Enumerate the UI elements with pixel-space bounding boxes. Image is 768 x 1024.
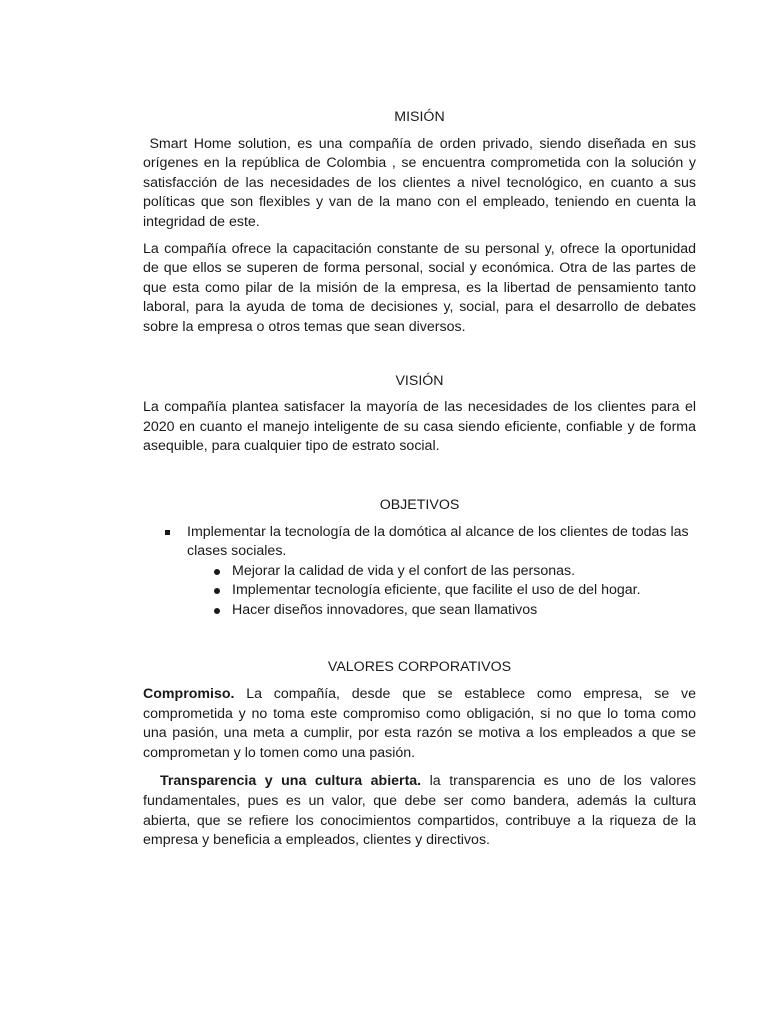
vision-heading: VISIÓN <box>395 372 444 389</box>
valor-term: Compromiso. <box>143 686 235 703</box>
objetivos-heading: OBJETIVOS <box>379 496 460 513</box>
valores-heading: VALORES CORPORATIVOS <box>327 659 512 676</box>
valor-term: Transparencia y una cultura abierta. <box>143 773 422 790</box>
objetivo-main-text: Implementar la tecnología de la domótica al alcance de los clientes de todas las clases sociales. <box>187 523 689 560</box>
document-page <box>143 108 696 851</box>
valor-transparencia-paragraph <box>143 772 696 850</box>
mision-heading: MISIÓN <box>394 109 445 125</box>
vision-paragraph: La compañía plantea satisfacer la mayoría de las necesidades de los clientes para el 2020 en cuanto el manejo inteligente de su casa siendo eficiente, confiable y de forma asequible, para cualquier tipo de estrato social. <box>143 399 696 455</box>
objetivo-sub-item <box>232 581 696 601</box>
objetivos-sublist <box>187 562 696 621</box>
objetivo-sub-item <box>232 562 696 582</box>
objetivo-sub-text: Hacer diseños innovadores, que sean llamativos <box>232 601 538 618</box>
valor-text: La compañía, desde que se establece como empresa, se ve comprometida y no toma este compromiso como obligación, si no que lo toma como una pasión, una meta a cumplir, por esta razón se motiva a los empleados a que se comprometan y lo tomen como una pasión. <box>143 686 696 761</box>
mision-paragraph-2: La compañía ofrece la capacitación constante de su personal y, ofrece la oportunidad de que ellos se superen de forma personal, social y económica. Otra de las partes de que esta como pilar de la misión de la empresa, es la libertad de pensamiento tanto laboral, para la ayuda de toma de decisiones y, social, para el desarrollo de debates sobre la empresa o otros temas que sean diversos. <box>143 240 696 335</box>
mision-paragraph-1: Smart Home solution, es una compañía de orden privado, siendo diseñada en sus orígenes en la república de Colombia , se encuentra comprometida con la solución y satisfacción de las necesidades de los clientes a nivel tecnológico, en cuanto a sus políticas que son flexibles y van de la mano con el empleado, teniendo en cuenta la integridad de este. <box>143 135 696 230</box>
objetivo-sub-item <box>232 601 696 621</box>
round-bullet-icon <box>214 588 220 594</box>
objetivo-main-item <box>187 523 696 621</box>
objetivo-sub-text: Implementar tecnología eficiente, que facilite el uso de del hogar. <box>232 582 641 599</box>
round-bullet-icon <box>214 569 220 575</box>
objetivo-sub-text: Mejorar la calidad de vida y el confort de las personas. <box>232 562 576 579</box>
objetivos-list <box>143 523 696 621</box>
valor-text: la transparencia es uno de los valores fundamentales, pues es un valor, que debe ser como bandera, además la cultura abierta, que se refiere los conocimientos compartidos, contribuye a la riqueza de la empresa y beneficia a empleados, clientes y directivos. <box>143 773 697 849</box>
round-bullet-icon <box>214 608 220 614</box>
valor-compromiso-paragraph <box>143 685 696 763</box>
square-bullet-icon <box>165 530 170 535</box>
